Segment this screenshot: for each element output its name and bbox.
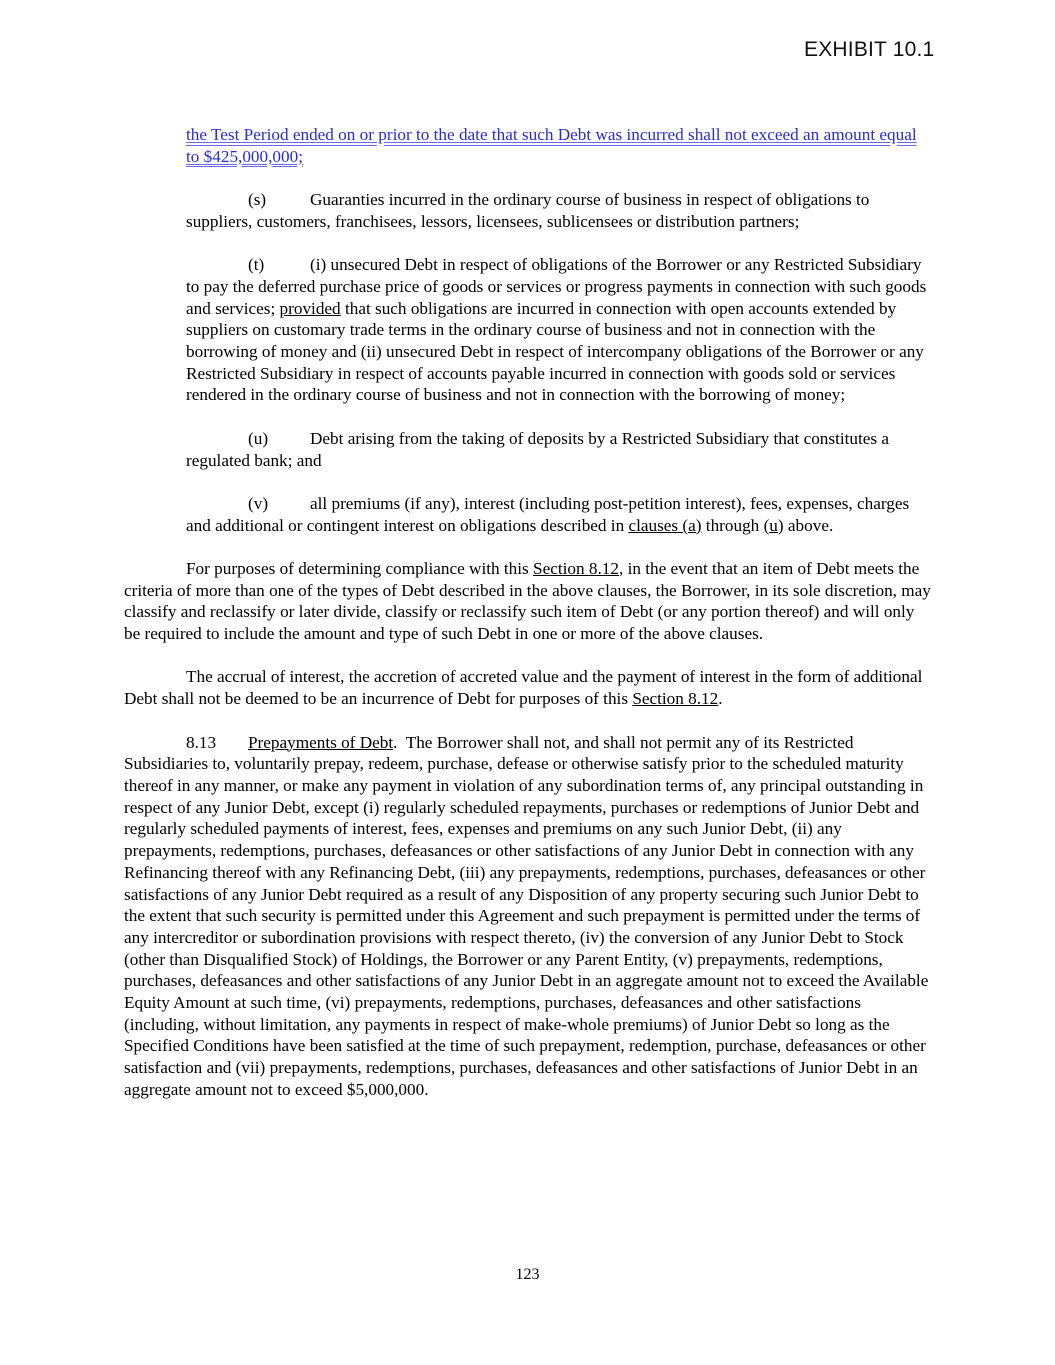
clause-text: Debt arising from the taking of deposits by a Restricted Subsidiary that constitutes a regulated bank; and bbox=[186, 428, 890, 470]
clause-text: (i) unsecured Debt in respect of obligations of the Borrower or any Restricted Subsidiary to pay the deferred purchase price of goods or services or progress payments in connection with such goods and services; bbox=[186, 255, 927, 318]
section-number: 8.13 bbox=[186, 732, 217, 752]
cross-reference-clause-a: clauses (a) bbox=[628, 515, 702, 535]
inserted-text: the Test Period ended on or prior to the date that such Debt was incurred shall not exceed an amount equal to $425,000,000; bbox=[186, 125, 917, 166]
exhibit-label: EXHIBIT 10.1 bbox=[804, 38, 935, 61]
compliance-paragraph bbox=[124, 558, 934, 645]
defined-term-provided: provided bbox=[279, 298, 341, 318]
clause-label: (u) bbox=[248, 428, 269, 448]
paragraph-text: The accrual of interest, the accretion of accreted value and the payment of interest in the form of additional Debt shall not be deemed to be an incurrence of Debt for purposes of this bbox=[124, 667, 923, 709]
document-body bbox=[124, 124, 934, 1122]
page-number: 123 bbox=[515, 1266, 540, 1283]
section-reference: Section 8.12 bbox=[533, 558, 619, 578]
clause-text: above. bbox=[783, 515, 834, 535]
clause-text: all premiums (if any), interest (including post-petition interest), fees, expenses, charges and additional or contingent interest on obligations described in bbox=[186, 493, 910, 535]
clause-text: that such obligations are incurred in connection with open accounts extended by suppliers on customary trade terms in the ordinary course of business and not in connection with the borrowing of money and (ii) unsecured Debt in respect of intercompany obligations of the Borrower or any Restricted Subsidiary in respect of accounts payable incurred in connection with goods sold or services rendered in the ordinary course of business and not in connection with the borrowing of money; bbox=[186, 298, 924, 405]
heading-punctuation: . bbox=[393, 732, 398, 752]
section-heading: Prepayments of Debt bbox=[248, 732, 394, 752]
inserted-text-block bbox=[186, 124, 934, 167]
section-text: The Borrower shall not, and shall not permit any of its Restricted Subsidiaries to, voluntarily prepay, redeem, purchase, defease or otherwise satisfy prior to the scheduled maturity thereof in any manner, or make any payment in violation of any subordination terms of, any principal outstanding in respect of any Junior Debt, except (i) regularly scheduled repayments, purchases or redemptions of Junior Debt and regularly scheduled payments of interest, fees, expenses and premiums on any such Junior Debt, (ii) any prepayments, redemptions, purchases, defeasances or other satisfactions of any Junior Debt in connection with any Refinancing thereof with any Refinancing Debt, (iii) any prepayments, redemptions, purchases, defeasances or other satisfactions of any Junior Debt required as a result of any Disposition of any property securing such Junior Debt to the extent that such security is permitted under this Agreement and such prepayment is permitted under the terms of any intercreditor or subordination provisions with respect thereto, (iv) the conversion of any Junior Debt to Stock (other than Disqualified Stock) of Holdings, the Borrower or any Parent Entity, (v) prepayments, redemptions, purchases, defeasances and other satisfactions of any Junior Debt in an aggregate amount not to exceed the Available Equity Amount at such time, (vi) prepayments, redemptions, purchases, defeasances and other satisfactions (including, without limitation, any payments in respect of make-whole premiums) of Junior Debt so long as the Specified Conditions have been satisfied at the time of such prepayment, redemption, purchase, defeasances or other satisfaction and (vii) prepayments, redemptions, purchases, defeasances and other satisfactions of Junior Debt in an aggregate amount not to exceed $5,000,000. bbox=[124, 732, 933, 1099]
section-reference: Section 8.12 bbox=[632, 689, 719, 709]
clause-u bbox=[186, 428, 934, 471]
clause-label: (t) bbox=[248, 255, 265, 275]
clause-text: through bbox=[701, 515, 764, 535]
paragraph-text: . bbox=[718, 689, 723, 709]
clause-label: (s) bbox=[248, 190, 267, 210]
cross-reference-clause-u: (u) bbox=[763, 515, 784, 535]
section-8-13 bbox=[124, 732, 934, 1101]
clause-label: (v) bbox=[248, 493, 269, 513]
paragraph-text: , in the event that an item of Debt meets the criteria of more than one of the types of Debt described in the above clauses, the Borrower, in its sole discretion, may classify and reclassify or later divide, classify or reclassify such item of Debt (or any portion thereof) and will only be required to include the amount and type of such Debt in one or more of the above clauses. bbox=[124, 558, 931, 644]
accrual-paragraph bbox=[124, 666, 934, 709]
clause-t bbox=[186, 254, 934, 406]
clause-v bbox=[186, 493, 934, 536]
clause-s bbox=[186, 189, 934, 232]
paragraph-text: For purposes of determining compliance with this bbox=[186, 558, 534, 578]
clause-text: Guaranties incurred in the ordinary course of business in respect of obligations to suppliers, customers, franchisees, lessors, licensees, sublicensees or distribution partners; bbox=[186, 190, 870, 231]
